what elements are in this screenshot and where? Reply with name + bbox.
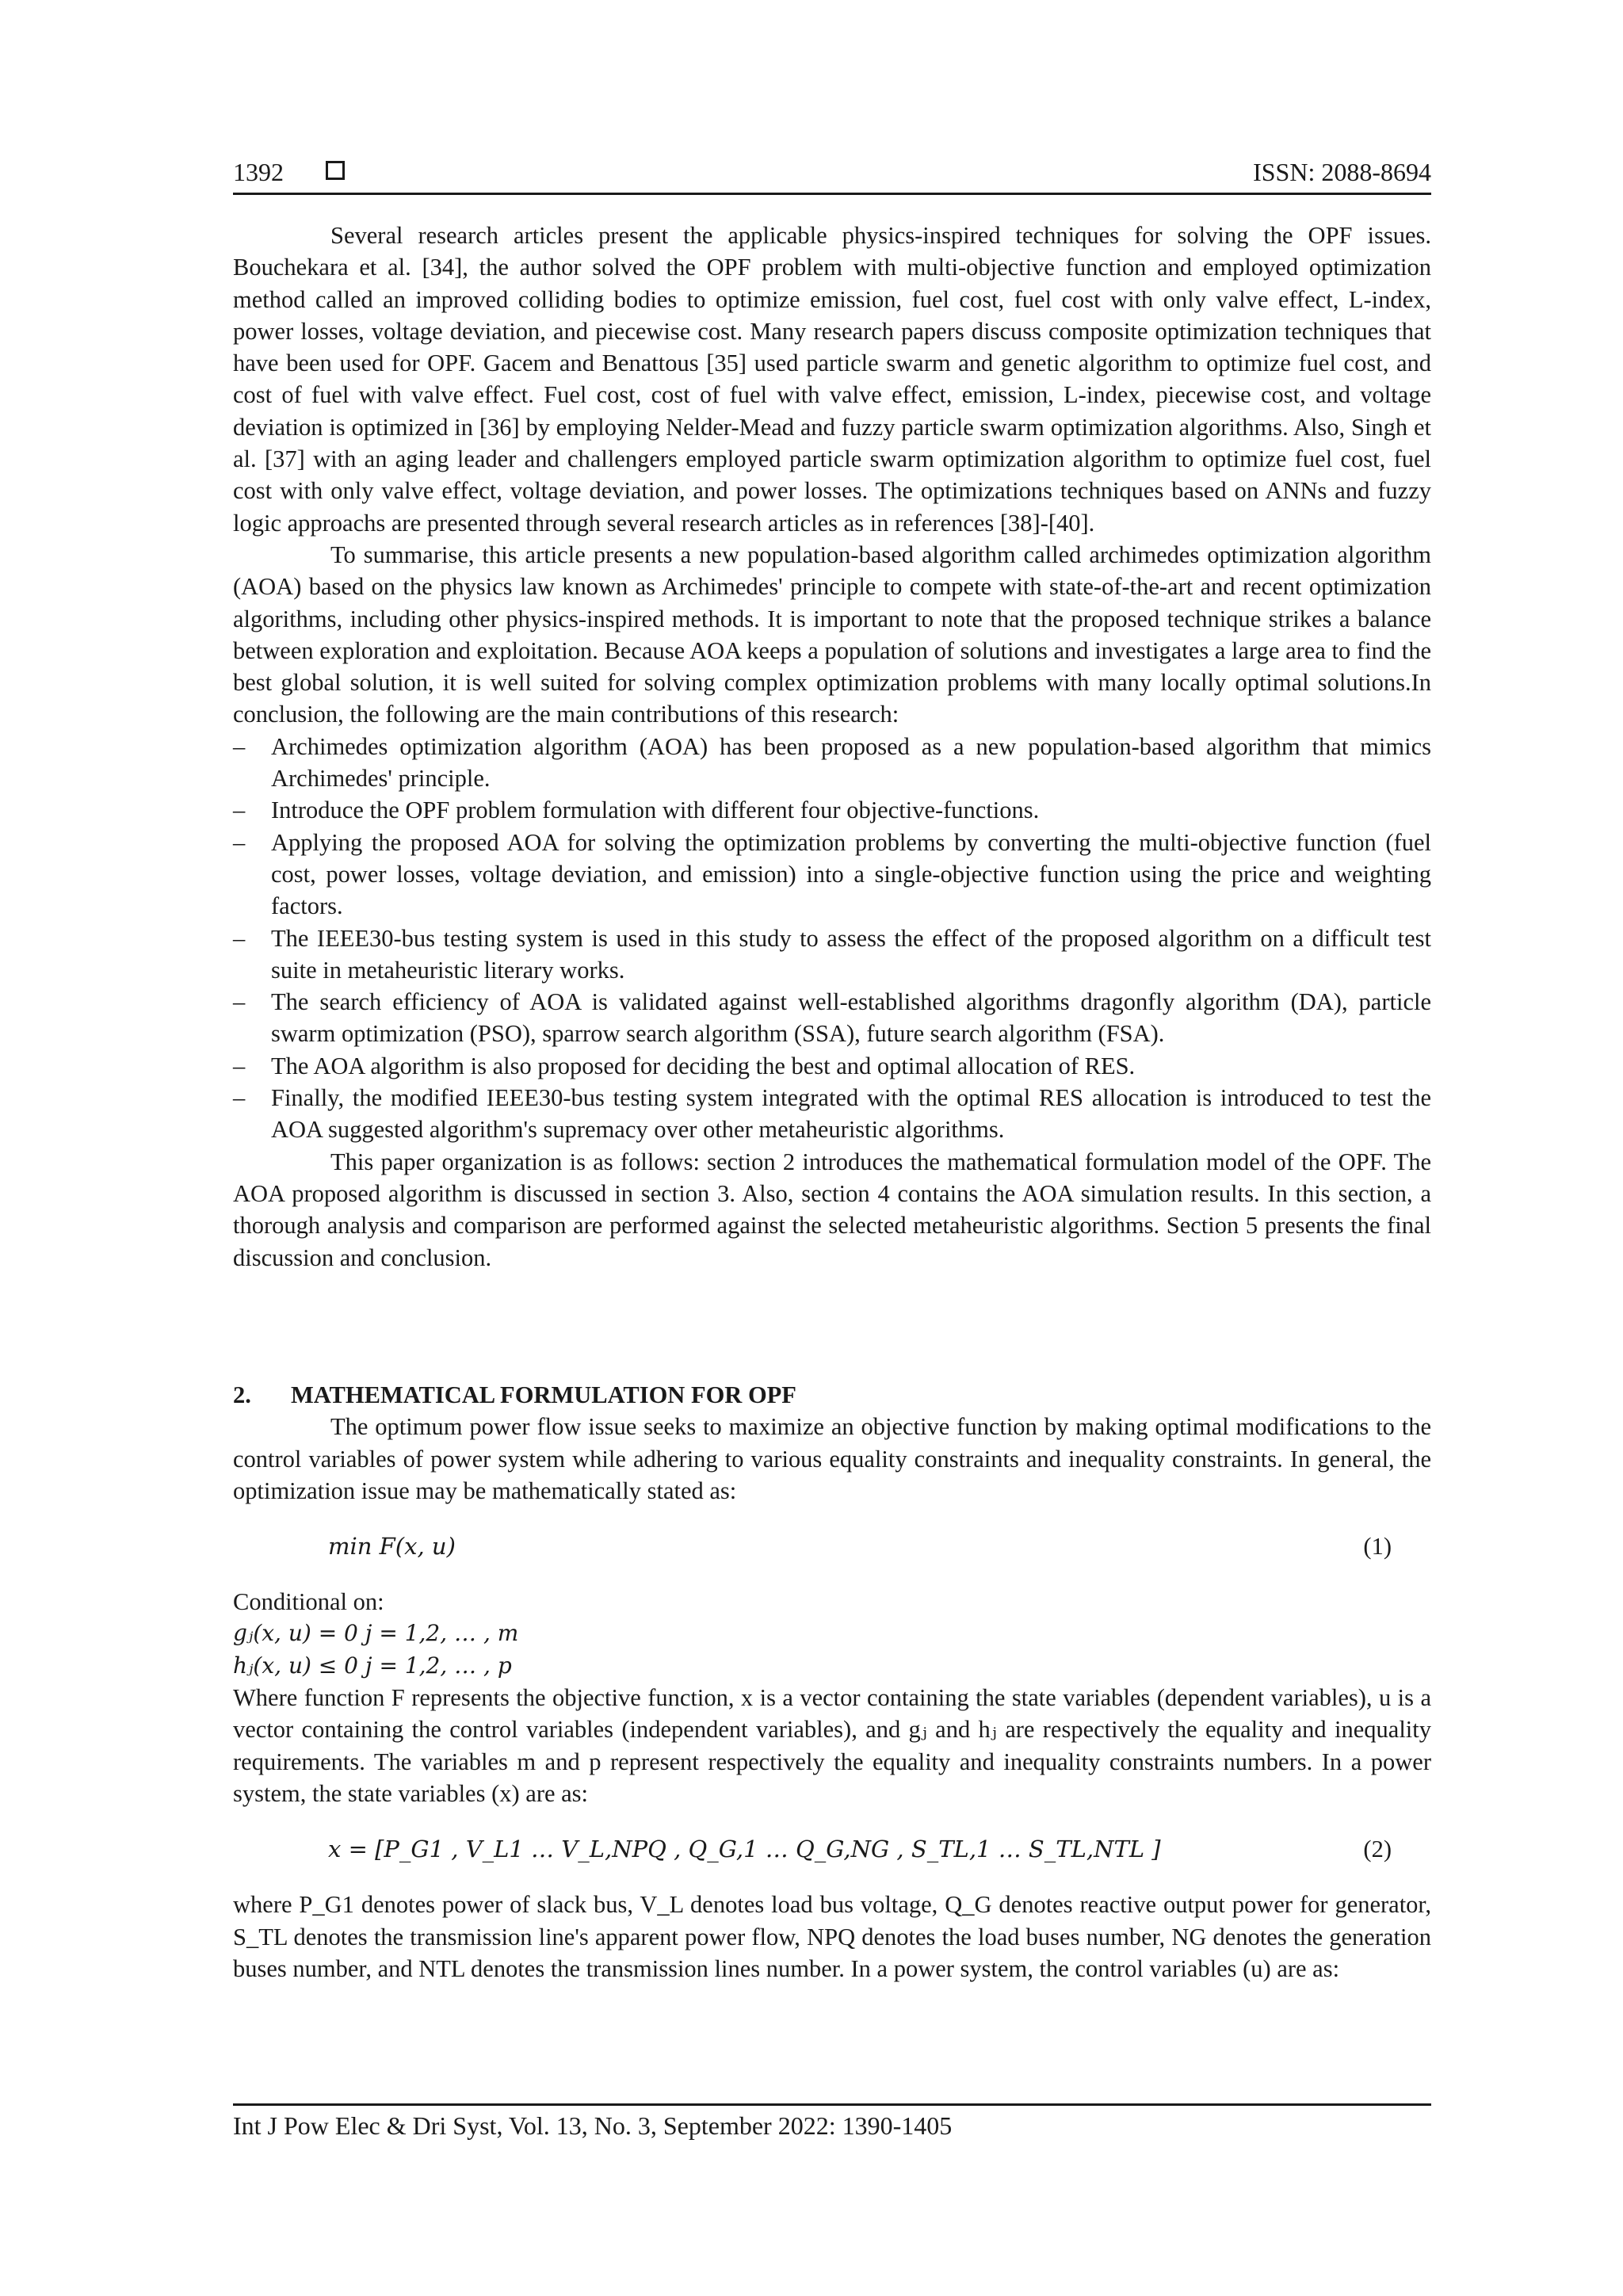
inequality-constraint: hⱼ(x, u) ≤ 0 j = 1,2, … , p: [233, 1652, 512, 1679]
bullet-marker: –: [233, 1084, 246, 1112]
footer-rule: [233, 2103, 1431, 2106]
list-item: [233, 731, 1431, 795]
list-item-text: The IEEE30-bus testing system is used in this study to assess the effect of the proposed algorithm on a difficult test suite in metaheuristic literary works.: [271, 924, 1431, 984]
paragraph-2: To summarise, this article presents a new population-based algorithm called archimedes optimization algorithm (AOA) based on the physics law known as Archimedes' principle to compete with state-of-the-art and recent optimization algorithms, including other physics-inspired methods. It is important to note that the proposed technique strikes a balance between exploration and exploitation. Because AOA keeps a population of solutions and investigates a large area to find the best global solution, it is well suited for solving complex optimization problems with many locally optimal solutions.In conclusion, the following are the main contributions of this research:: [233, 541, 1431, 728]
list-item-text: Introduce the OPF problem formulation with different four objective-functions.: [271, 797, 1040, 824]
page-header: [233, 153, 1431, 193]
where-paragraph-2: where P_G1 denotes power of slack bus, V_L denotes load bus voltage, Q_G denotes reactive output power for generator, S_TL denotes the transmission line's apparent power flow, NPQ denotes the load buses number, NG denotes the generation buses number, and NTL denotes the transmission lines number. In a power system, the control variables (u) are as:: [233, 1891, 1431, 1982]
conditional-label: Conditional on:: [233, 1588, 384, 1616]
page-footer: Int J Pow Elec & Dri Syst, Vol. 13, No. 3, September 2022: 1390-1405: [233, 2111, 953, 2140]
section-intro: The optimum power flow issue seeks to maximize an objective function by making optimal modifications to the control variables of power system while adhering to various equality constraints and inequality constraints. In general, the optimization issue may be mathematically stated as:: [233, 1413, 1431, 1504]
bullet-marker: –: [233, 828, 246, 856]
list-item: [233, 986, 1431, 1050]
section-title: MATHEMATICAL FORMULATION FOR OPF: [291, 1381, 796, 1408]
bullet-marker: –: [233, 797, 246, 824]
bullet-marker: –: [233, 924, 246, 952]
body-text: [233, 220, 1431, 1274]
header-rule: [233, 193, 1431, 195]
section-number: 2.: [233, 1381, 251, 1408]
list-item: [233, 1082, 1431, 1146]
square-box-icon: [326, 161, 345, 180]
list-item-text: The search efficiency of AOA is validated against well-established algorithms dragonfly algorithm (DA), particle swarm optimization (PSO), sparrow search algorithm (SSA), future search algorithm (FSA).: [271, 988, 1431, 1048]
equation-2: [233, 1833, 1431, 1868]
list-item-text: Finally, the modified IEEE30-bus testing system integrated with the optimal RES allocation is introduced to test the AOA suggested algorithm's supremacy over other metaheuristic algorithms.: [271, 1084, 1431, 1144]
list-item: [233, 923, 1431, 987]
equation-1-number: (1): [1363, 1533, 1392, 1561]
page-number: 1392: [233, 158, 284, 186]
equation-2-expression: x = [P_G1 , V_L1 … V_L,NPQ , Q_G,1 … Q_G,NG , S_TL,1 … S_TL,NTL ]: [328, 1836, 1161, 1863]
list-item-text: The AOA algorithm is also proposed for deciding the best and optimal allocation of RES.: [271, 1052, 1136, 1079]
equality-constraint: gⱼ(x, u) = 0 j = 1,2, … , m: [233, 1620, 519, 1647]
list-item: [233, 794, 1431, 826]
equation-2-number: (2): [1363, 1836, 1392, 1863]
list-item-text: Applying the proposed AOA for solving the optimization problems by converting the multi-objective function (fuel cost, power losses, voltage deviation, and emission) into a single-objective function using the price and weighting factors.: [271, 828, 1431, 920]
equation-1: [233, 1530, 1431, 1565]
where-paragraph-1: Where function F represents the objective function, x is a vector containing the state variables (dependent variables), u is a vector containing the control variables (independent variables), and gⱼ and hⱼ are respectively the equality and inequality requirements. The variables m and p represent respectively the equality and inequality constraints numbers. In a power system, the state variables (x) are as:: [233, 1684, 1431, 1807]
issn: ISSN: 2088-8694: [1253, 158, 1431, 186]
bullet-marker: –: [233, 1052, 246, 1079]
paragraph-3: This paper organization is as follows: section 2 introduces the mathematical formulation model of the OPF. The AOA proposed algorithm is discussed in section 3. Also, section 4 contains the AOA simulation results. In this section, a thorough analysis and comparison are performed against the selected metaheuristic algorithms. Section 5 presents the final discussion and conclusion.: [233, 1148, 1431, 1271]
list-item: [233, 1050, 1431, 1082]
equation-1-expression: min F(x, u): [328, 1533, 456, 1561]
section-heading: [233, 1379, 1431, 1411]
paragraph-1: Several research articles present the applicable physics-inspired techniques for solving the OPF issues. Bouchekara et al. [34], the author solved the OPF problem with multi-objective function and employed optimization method called an improved colliding bodies to optimize emission, fuel cost, fuel cost with only valve effect, L-index, power losses, voltage deviation, and piecewise cost. Many research papers discuss composite optimization techniques that have been used for OPF. Gacem and Benattous [35] used particle swarm and genetic algorithm to optimize fuel cost, and cost of fuel with valve effect. Fuel cost, cost of fuel with valve effect, emission, L-index, piecewise cost, and voltage deviation is optimized in [36] by employing Nelder-Mead and fuzzy particle swarm optimization algorithms. Also, Singh et al. [37] with an aging leader and challengers employed particle swarm optimization algorithm to optimize fuel cost, fuel cost with only valve effect, voltage deviation, and power losses. The optimizations techniques based on ANNs and fuzzy logic approachs are presented through several research articles as in references [38]-[40].: [233, 222, 1431, 537]
section-2: [233, 1379, 1431, 1985]
bullet-marker: –: [233, 732, 246, 760]
list-item-text: Archimedes optimization algorithm (AOA) has been proposed as a new population-based algorithm that mimics Archimedes' principle.: [271, 732, 1431, 793]
bullet-marker: –: [233, 988, 246, 1016]
contributions-list: [233, 731, 1431, 1146]
list-item: [233, 827, 1431, 923]
